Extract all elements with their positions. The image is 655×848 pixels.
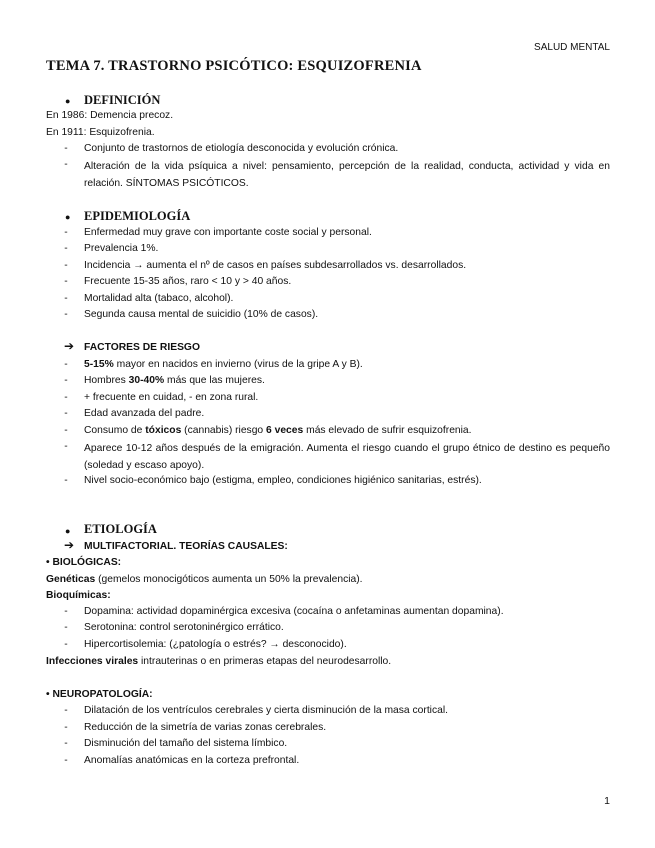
arrow-right-icon: ➔ (64, 538, 75, 552)
page-number: 1 (604, 795, 610, 807)
bold-text: tóxicos (145, 425, 182, 436)
list-item: Segunda causa mental de suicidio (10% de casos). (84, 309, 319, 320)
dash-icon: - (64, 359, 68, 370)
list-item (84, 375, 265, 386)
bold-text: 5-15% (84, 359, 114, 370)
section-heading-epidemiologia: EPIDEMIOLOGÍA (84, 209, 191, 223)
text-span: (gemelos monocigóticos aumenta un 50% la prevalencia). (95, 574, 363, 585)
subheading-biologicas: • BIOLÓGICAS: (46, 557, 122, 568)
subheading-factores: FACTORES DE RIESGO (84, 342, 200, 353)
text-span: intrauterinas o en primeras etapas del neurodesarrollo. (138, 656, 392, 667)
text-span: mayor en nacidos en invierno (virus de la gripe A y B). (113, 359, 363, 370)
list-item: Anomalías anatómicas en la corteza prefrontal. (84, 755, 300, 766)
list-item: Reducción de la simetría de varias zonas cerebrales. (84, 722, 327, 733)
subheading-bioquimicas: Bioquímicas: (46, 590, 111, 601)
text-span: más elevado de sufrir esquizofrenia. (303, 425, 472, 436)
text-line: En 1911: Esquizofrenia. (46, 127, 155, 138)
bullet-icon: ● (65, 96, 71, 106)
dash-icon: - (64, 441, 68, 452)
dash-icon: - (64, 243, 68, 254)
dash-icon: - (64, 143, 68, 154)
list-item: Frecuente 15-35 años, raro < 10 y > 40 años. (84, 276, 292, 287)
subheading-multifactorial: MULTIFACTORIAL. TEORÍAS CAUSALES: (84, 541, 288, 552)
bold-text: Genéticas (46, 574, 96, 585)
dash-icon: - (64, 722, 68, 733)
header-label: SALUD MENTAL (534, 42, 610, 53)
list-item: Edad avanzada del padre. (84, 408, 205, 419)
list-item: Enfermedad muy grave con importante coste social y personal. (84, 227, 372, 238)
text-span: Consumo de (84, 425, 146, 436)
text-line (46, 574, 363, 585)
dash-icon: - (64, 475, 68, 486)
list-item: Aparece 10-12 años después de la emigración. Aumenta el riesgo cuando el grupo étnico de destino es pequeño (soledad y escaso apoyo). (84, 443, 610, 471)
list-item: Dilatación de los ventrículos cerebrales y cierta disminución de la masa cortical. (84, 705, 448, 716)
text-span: Hombres (84, 375, 129, 386)
list-item: Serotonina: control serotoninérgico errático. (84, 622, 284, 633)
text-line: En 1986: Demencia precoz. (46, 110, 174, 121)
dash-icon: - (64, 392, 68, 403)
list-item: + frecuente en cuidad, - en zona rural. (84, 392, 259, 403)
list-item: Conjunto de trastornos de etiología desconocida y evolución crónica. (84, 143, 399, 154)
dash-icon: - (64, 159, 68, 170)
list-item: Nivel socio-económico bajo (estigma, empleo, condiciones higiénico sanitarias, estrés). (84, 475, 482, 486)
bold-text: 6 veces (266, 425, 304, 436)
section-heading-etiologia: ETIOLOGÍA (84, 522, 157, 536)
dash-icon: - (64, 738, 68, 749)
dash-icon: - (64, 293, 68, 304)
dash-icon: - (64, 375, 68, 386)
bullet-icon: ● (65, 212, 71, 222)
bullet-icon: ● (65, 526, 71, 536)
dash-icon: - (64, 309, 68, 320)
list-item: Mortalidad alta (tabaco, alcohol). (84, 293, 234, 304)
page-title: TEMA 7. TRASTORNO PSICÓTICO: ESQUIZOFRENIA (46, 58, 422, 74)
list-item: Dopamina: actividad dopaminérgica excesiva (cocaína o anfetaminas aumentan dopamina). (84, 606, 504, 617)
list-item: Hipercortisolemia: (¿patología o estrés? → desconocido). (84, 639, 347, 650)
bold-text: Infecciones virales (46, 656, 139, 667)
list-item: Disminución del tamaño del sistema límbico. (84, 738, 288, 749)
dash-icon: - (64, 227, 68, 238)
section-heading-definicion: DEFINICIÓN (84, 93, 161, 107)
list-item (84, 425, 472, 436)
dash-icon: - (64, 755, 68, 766)
list-item: Incidencia → aumenta el nº de casos en países subdesarrollados vs. desarrollados. (84, 260, 467, 271)
dash-icon: - (64, 260, 68, 271)
subheading-neuropatologia: • NEUROPATOLOGÍA: (46, 689, 153, 700)
dash-icon: - (64, 639, 68, 650)
dash-icon: - (64, 606, 68, 617)
arrow-right-icon: ➔ (64, 339, 75, 353)
dash-icon: - (64, 425, 68, 436)
list-item: Alteración de la vida psíquica a nivel: pensamiento, percepción de la realidad, conducta, actividad y vida en relación. SÍNTOMAS PSICÓTICOS. (84, 161, 610, 189)
dash-icon: - (64, 408, 68, 419)
bold-text: 30-40% (128, 375, 165, 386)
text-span: (cannabis) riesgo (181, 425, 267, 436)
text-span: más que las mujeres. (164, 375, 265, 386)
text-line (46, 656, 391, 667)
dash-icon: - (64, 622, 68, 633)
list-item: Prevalencia 1%. (84, 243, 159, 254)
list-item (84, 359, 363, 370)
dash-icon: - (64, 276, 68, 287)
dash-icon: - (64, 705, 68, 716)
